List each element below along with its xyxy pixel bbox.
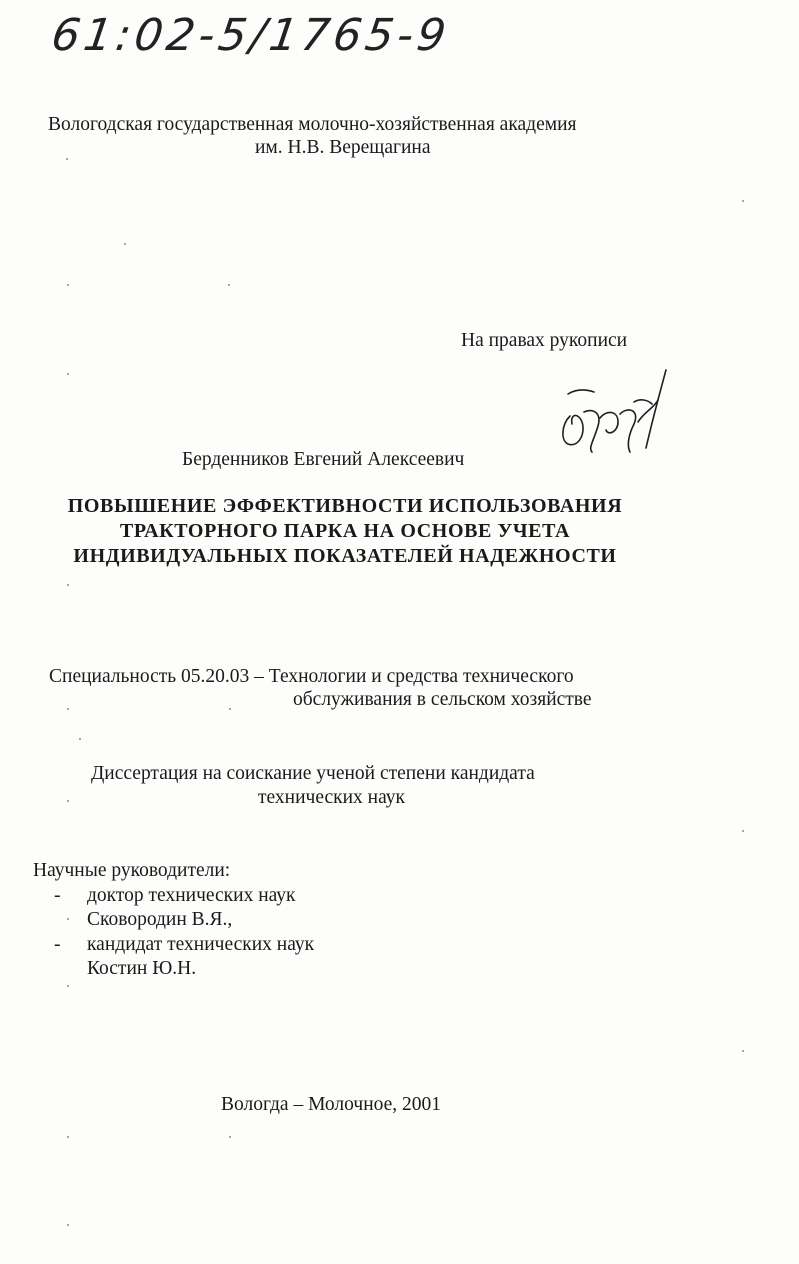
institution-name: Вологодская государственная молочно-хозяйственная академия <box>48 114 577 135</box>
supervisor-2-degree: кандидат технических наук <box>87 934 315 955</box>
archive-code-handwritten: 61:02-5/1765-9 <box>48 10 453 61</box>
scan-speck <box>742 1050 744 1052</box>
scan-speck <box>229 1136 231 1138</box>
dissertation-title-line-3: ИНДИВИДУАЛЬНЫХ ПОКАЗАТЕЛЕЙ НАДЕЖНОСТИ <box>73 545 617 567</box>
author-name: Берденников Евгений Алексеевич <box>182 449 465 470</box>
supervisors-heading: Научные руководители: <box>33 860 231 881</box>
scan-speck <box>66 158 68 160</box>
scan-speck <box>67 584 69 586</box>
dissertation-title-line-2: ТРАКТОРНОГО ПАРКА НА ОСНОВЕ УЧЕТА <box>119 520 571 542</box>
scan-speck <box>67 1224 69 1226</box>
dissertation-degree-line-1: Диссертация на соискание ученой степени кандидата <box>91 763 535 784</box>
institution-namesake: им. Н.В. Верещагина <box>255 137 431 158</box>
scan-speck <box>67 800 69 802</box>
supervisor-1-name: Сковородин В.Я., <box>87 909 233 930</box>
specialty-line-2: обслуживания в сельском хозяйстве <box>293 689 592 710</box>
scan-speck <box>124 243 126 245</box>
signature-image <box>548 352 698 462</box>
dissertation-title-line-1: ПОВЫШЕНИЕ ЭФФЕКТИВНОСТИ ИСПОЛЬЗОВАНИЯ <box>67 495 623 517</box>
rights-note: На правах рукописи <box>461 330 628 351</box>
scan-speck <box>67 918 69 920</box>
scan-speck <box>742 200 744 202</box>
scan-speck <box>67 373 69 375</box>
scan-speck <box>67 1136 69 1138</box>
place-and-year: Вологда – Молочное, 2001 <box>221 1094 442 1115</box>
scan-speck <box>67 284 69 286</box>
scan-speck <box>67 985 69 987</box>
scan-speck <box>742 830 744 832</box>
supervisor-1-degree: доктор технических наук <box>87 885 296 906</box>
scan-speck <box>67 708 69 710</box>
scan-speck <box>229 708 231 710</box>
dissertation-degree-line-2: технических наук <box>258 787 406 808</box>
supervisor-1-dash: - <box>54 885 61 906</box>
supervisor-2-name: Костин Ю.Н. <box>87 958 197 979</box>
scan-speck <box>79 738 81 740</box>
supervisor-2-dash: - <box>54 934 61 955</box>
scan-speck <box>228 284 230 286</box>
specialty-line-1: Специальность 05.20.03 – Технологии и средства технического <box>49 666 574 687</box>
